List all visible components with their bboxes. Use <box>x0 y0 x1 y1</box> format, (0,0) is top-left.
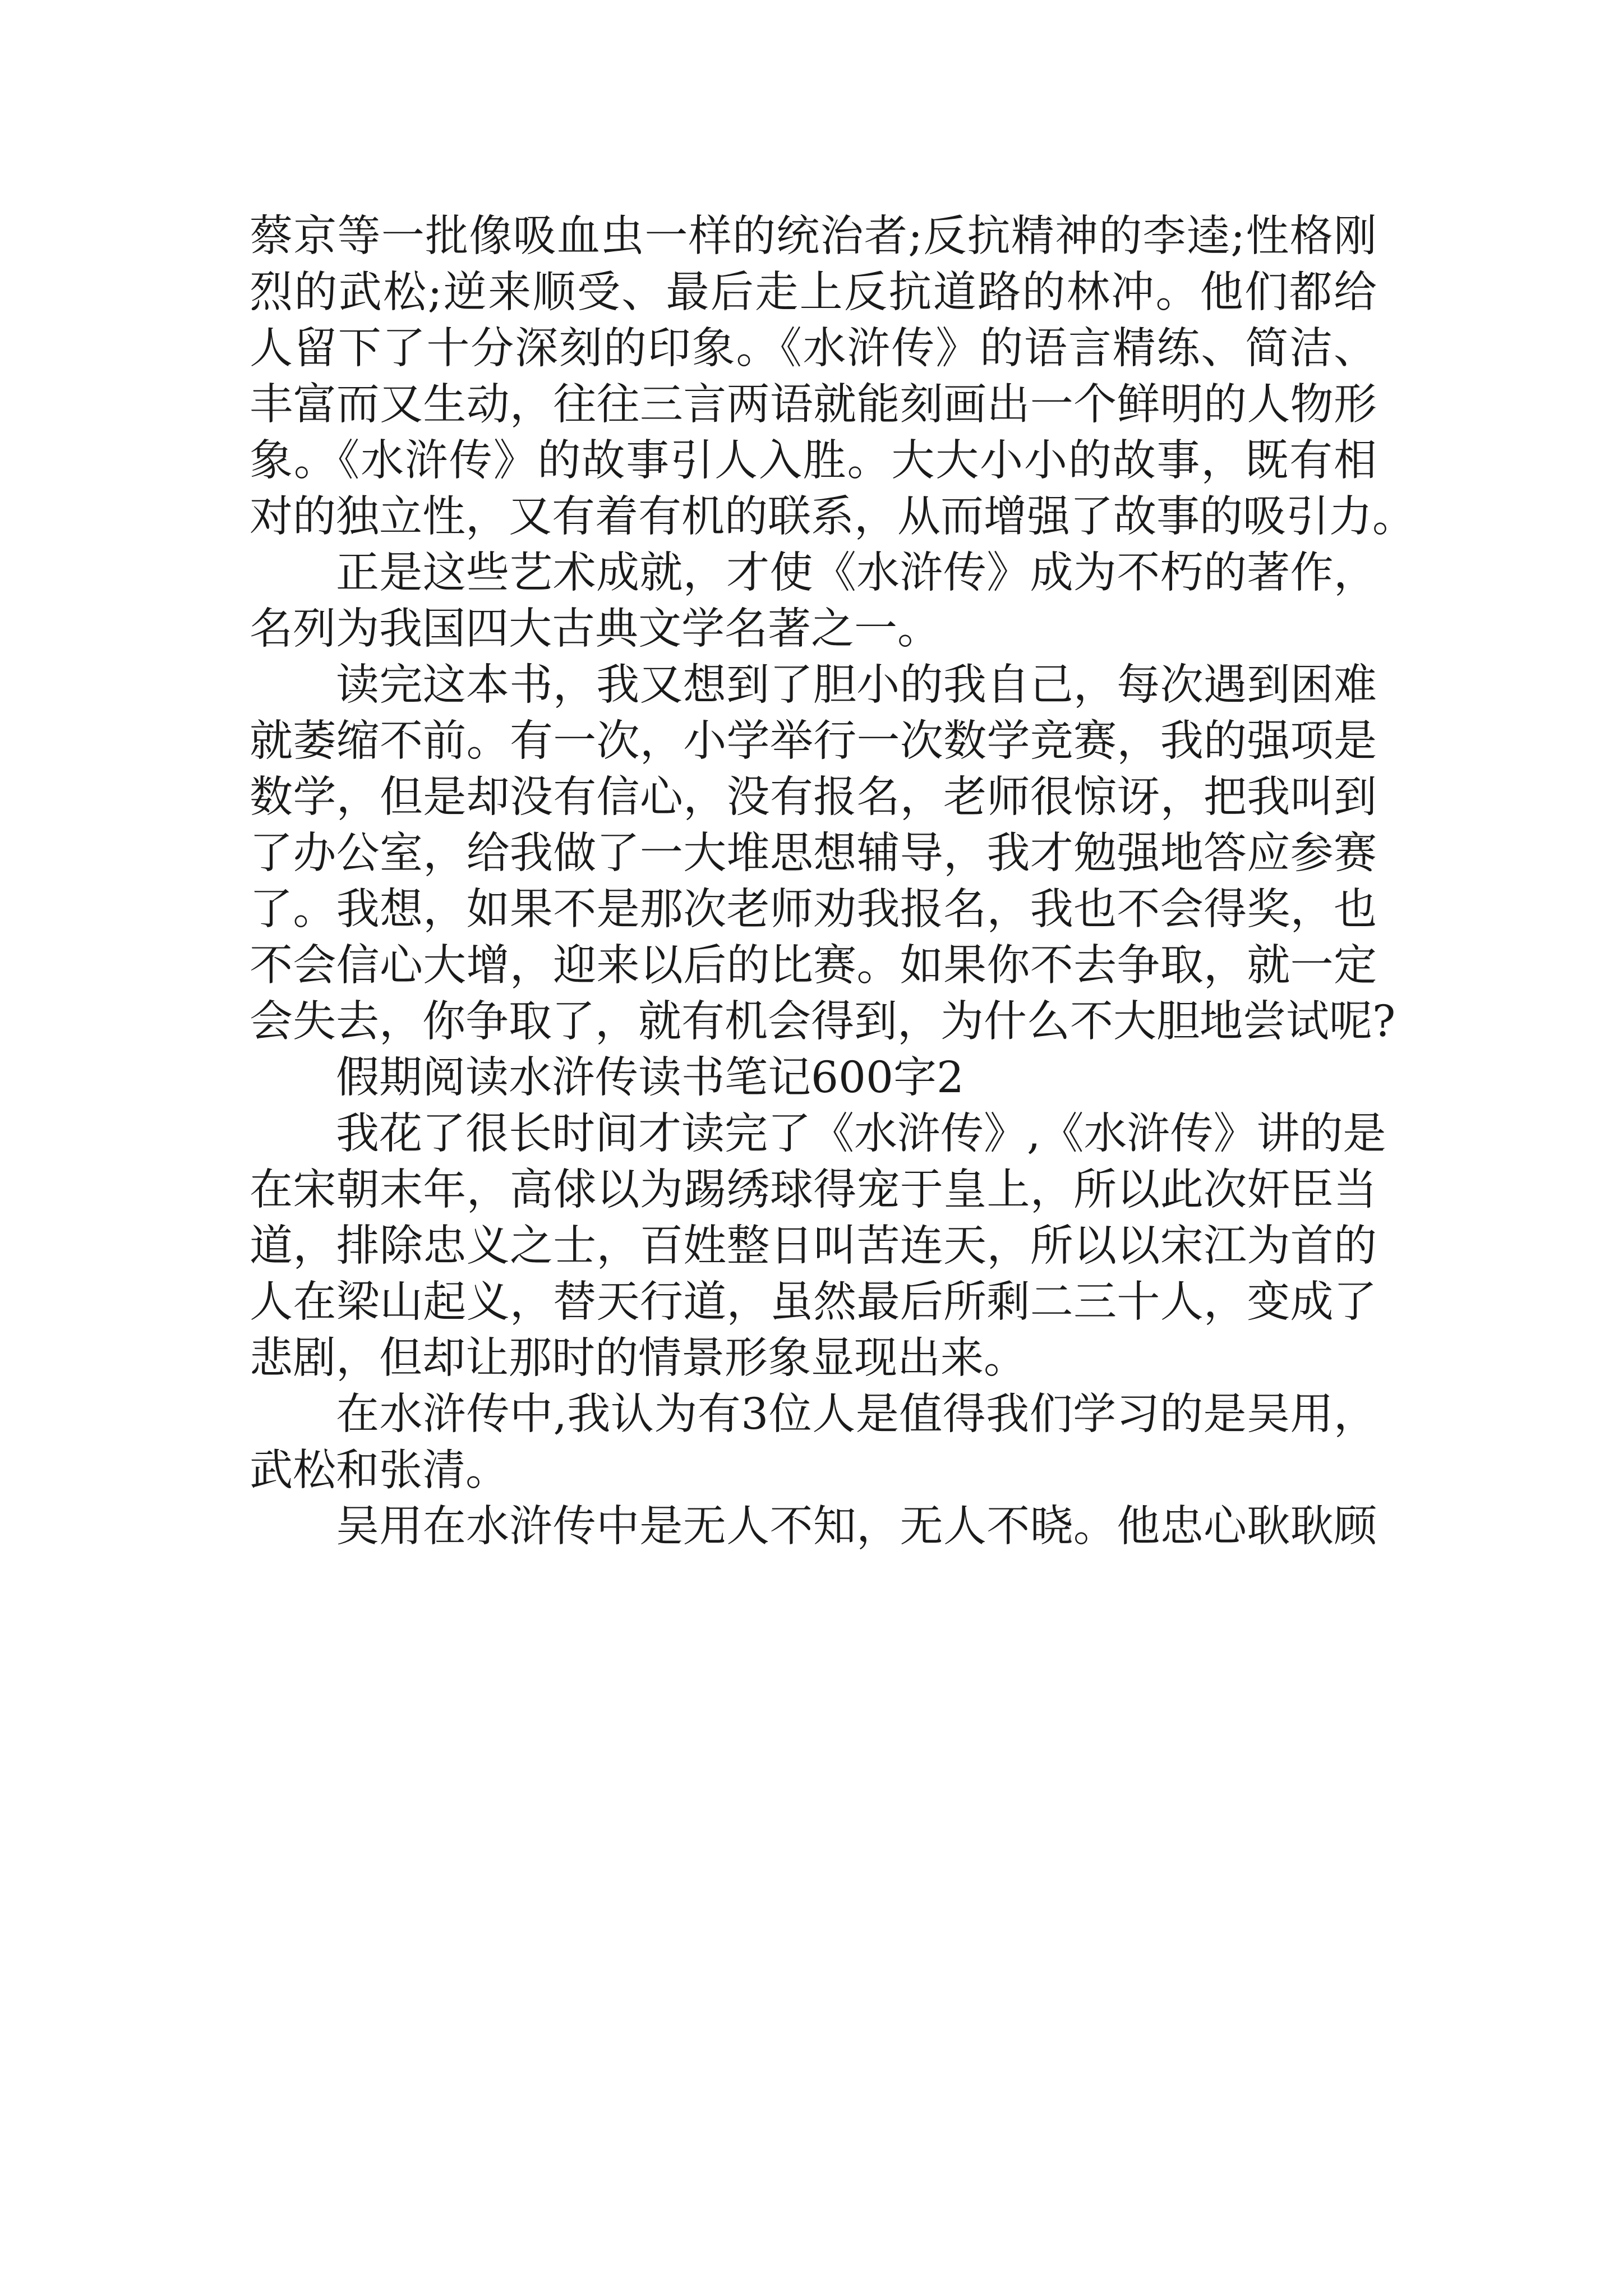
text-line: 悲剧，但却让那时的情景形象显现出来。 <box>250 1333 1027 1383</box>
text-line: 就萎缩不前。有一次，小学举行一次数学竞赛，我的强项是 <box>250 716 1377 766</box>
text-line: 了办公室，给我做了一大堆思想辅导，我才勉强地答应参赛 <box>250 829 1377 878</box>
text-line: 会失去，你争取了，就有机会得到，为什么不大胆地尝试呢? <box>250 997 1396 1047</box>
text-line: 蔡京等一批像吸血虫一样的统治者;反抗精神的李逵;性格刚 <box>250 211 1377 261</box>
text-line: 人留下了十分深刻的印象。《水浒传》的语言精练、简洁、 <box>250 324 1377 374</box>
text-line: 名列为我国四大古典文学名著之一。 <box>250 604 940 654</box>
text-line: 象。《水浒传》的故事引人入胜。大大小小的故事，既有相 <box>250 436 1377 486</box>
text-line: 武松和张清。 <box>250 1446 509 1496</box>
section-heading: 假期阅读水浒传读书笔记600字2 <box>336 1053 964 1103</box>
text-line: 在水浒传中,我认为有3位人是值得我们学习的是吴用， <box>336 1389 1377 1439</box>
text-line: 吴用在水浒传中是无人不知，无人不晓。他忠心耿耿顾 <box>336 1502 1377 1552</box>
text-line: 我花了很长时间才读完了《水浒传》,《水浒传》讲的是 <box>336 1109 1386 1159</box>
text-line: 数学，但是却没有信心，没有报名，老师很惊讶，把我叫到 <box>250 772 1377 822</box>
text-line: 不会信心大增，迎来以后的比赛。如果你不去争取，就一定 <box>250 941 1377 991</box>
text-line: 人在梁山起义，替天行道，虽然最后所剩二三十人，变成了 <box>250 1277 1377 1327</box>
text-line: 在宋朝末年，高俅以为踢绣球得宠于皇上，所以此次奸臣当 <box>250 1165 1377 1215</box>
text-line: 道，排除忠义之士，百姓整日叫苦连天，所以以宋江为首的 <box>250 1221 1377 1271</box>
text-line: 丰富而又生动，往往三言两语就能刻画出一个鲜明的人物形 <box>250 380 1377 430</box>
text-line: 对的独立性，又有着有机的联系，从而增强了故事的吸引力。 <box>250 492 1415 542</box>
text-line: 了。我想，如果不是那次老师劝我报名，我也不会得奖，也 <box>250 885 1377 935</box>
text-line: 烈的武松;逆来顺受、最后走上反抗道路的林冲。他们都给 <box>250 268 1377 318</box>
text-line: 正是这些艺术成就，才使《水浒传》成为不朽的著作， <box>336 548 1377 598</box>
text-line: 读完这本书，我又想到了胆小的我自己，每次遇到困难 <box>336 660 1377 710</box>
